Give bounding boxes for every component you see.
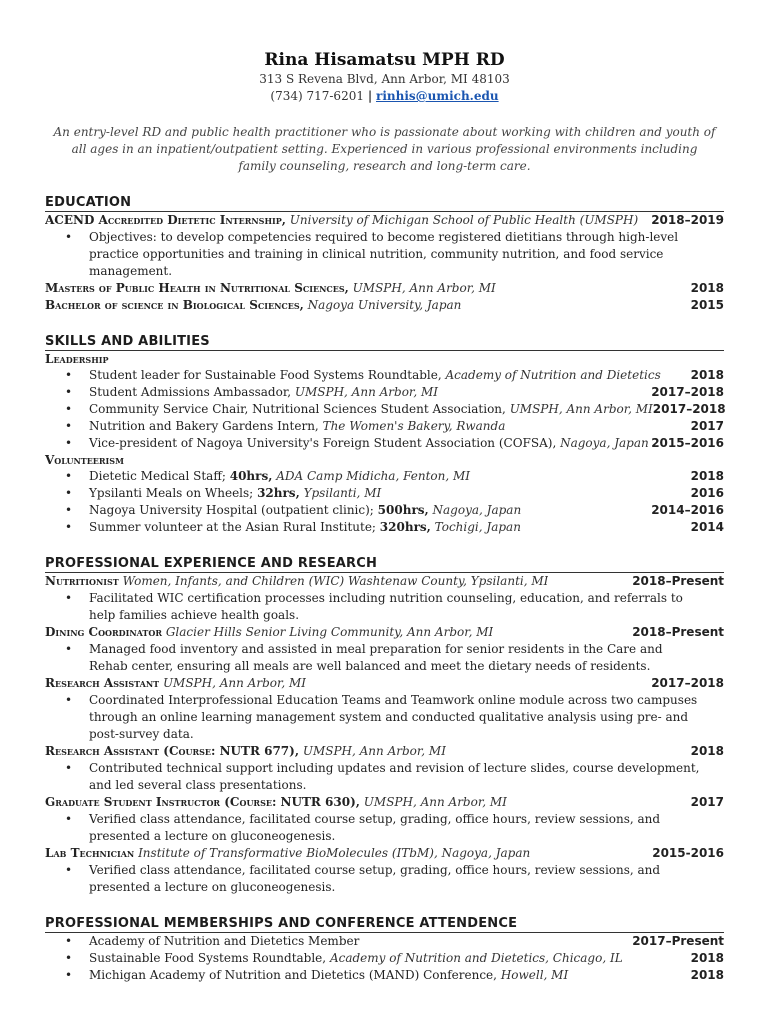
item-years: 2014 xyxy=(690,520,724,534)
item-hours: 500hrs, xyxy=(377,503,429,517)
entry-role: Research Assistant (Course: NUTR 677), xyxy=(45,744,300,758)
contact-line xyxy=(45,88,724,105)
item-text: Student leader for Sustainable Food Systems Roundtable, xyxy=(89,368,442,382)
item-years: 2018 xyxy=(690,951,724,965)
item-text: Academy of Nutrition and Dietetics Member xyxy=(89,934,360,948)
experience-entry xyxy=(45,794,724,811)
entry-org: UMSPH, Ann Arbor, MI xyxy=(302,744,446,758)
entry-org: University of Michigan School of Public Health (UMSPH) xyxy=(289,213,639,227)
list-item xyxy=(45,384,724,401)
item-org: UMSPH, Ann Arbor, MI xyxy=(509,402,653,416)
entry-years: 2015 xyxy=(690,298,724,312)
entry-years: 2015-2016 xyxy=(652,846,724,860)
item-org: The Women's Bakery, Rwanda xyxy=(322,419,506,433)
mailing-address: 313 S Revena Blvd, Ann Arbor, MI 48103 xyxy=(259,72,510,86)
experience-bullets xyxy=(45,692,724,743)
education-entry xyxy=(45,280,724,297)
entry-role: Masters of Public Health in Nutritional Sciences, xyxy=(45,281,349,295)
volunteer-list xyxy=(45,468,724,536)
skills-section xyxy=(45,334,724,536)
entry-org: UMSPH, Ann Arbor, MI xyxy=(363,795,507,809)
list-item xyxy=(45,401,724,418)
entry-years: 2017 xyxy=(690,795,724,809)
item-org: ADA Camp Midicha, Fenton, MI xyxy=(276,469,471,483)
entry-role: ACEND Accredited Dietetic Internship, xyxy=(45,213,286,227)
education-section xyxy=(45,195,724,314)
leadership-subheading: Leadership xyxy=(45,352,109,366)
list-item xyxy=(45,950,724,967)
entry-org: Institute of Transformative BioMolecules (ITbM), Nagoya, Japan xyxy=(138,846,531,860)
entry-years: 2018–Present xyxy=(632,574,724,588)
experience-bullets xyxy=(45,811,724,845)
item-org: Nagoya, Japan xyxy=(560,436,649,450)
item-text: Dietetic Medical Staff; xyxy=(89,469,226,483)
entry-years: 2018–2019 xyxy=(651,213,724,227)
volunteerism-subheading: Volunteerism xyxy=(45,453,124,467)
entry-org: UMSPH, Ann Arbor, MI xyxy=(352,281,496,295)
item-years: 2015–2016 xyxy=(651,436,724,450)
list-item xyxy=(45,967,724,984)
list-item xyxy=(45,418,724,435)
item-years: 2017–Present xyxy=(632,934,724,948)
memberships-section xyxy=(45,916,724,984)
item-years: 2018 xyxy=(690,368,724,382)
email-link[interactable]: rinhis@umich.edu xyxy=(376,89,499,103)
list-item xyxy=(45,367,724,384)
experience-entry xyxy=(45,624,724,641)
experience-entry xyxy=(45,675,724,692)
entry-years: 2017–2018 xyxy=(651,676,724,690)
entry-role: Nutritionist xyxy=(45,574,119,588)
item-text: Michigan Academy of Nutrition and Dietetics (MAND) Conference, xyxy=(89,968,497,982)
entry-role: Graduate Student Instructor (Course: NUTR 630), xyxy=(45,795,360,809)
list-item xyxy=(45,435,724,452)
item-hours: 320hrs, xyxy=(379,520,431,534)
list-item: • Objectives: to develop competencies required to become registered dietitians through high-level practice opportunities and training in clinical nutrition, community nutrition, and food service management. xyxy=(45,229,724,280)
item-text: Nagoya University Hospital (outpatient clinic); xyxy=(89,503,374,517)
item-text: Student Admissions Ambassador, xyxy=(89,385,292,399)
item-text: Community Service Chair, Nutritional Sciences Student Association, xyxy=(89,402,506,416)
item-org: UMSPH, Ann Arbor, MI xyxy=(294,385,438,399)
item-text: Summer volunteer at the Asian Rural Institute; xyxy=(89,520,376,534)
experience-section xyxy=(45,556,724,896)
experience-entry xyxy=(45,845,724,862)
item-text: Nutrition and Bakery Gardens Intern, xyxy=(89,419,319,433)
entry-org: Glacier Hills Senior Living Community, Ann Arbor, MI xyxy=(165,625,494,639)
item-years: 2017–2018 xyxy=(651,385,724,399)
experience-entry xyxy=(45,743,724,760)
item-years: 2018 xyxy=(690,469,724,483)
experience-bullets xyxy=(45,862,724,896)
item-text: Ypsilanti Meals on Wheels; xyxy=(89,486,254,500)
phone-number: (734) 717-6201 xyxy=(270,89,364,103)
list-item xyxy=(45,468,724,485)
item-hours: 32hrs, xyxy=(257,486,300,500)
experience-bullets xyxy=(45,590,724,624)
list-item xyxy=(45,502,724,519)
item-years: 2014–2016 xyxy=(651,503,724,517)
memberships-heading: PROFESSIONAL MEMBERSHIPS AND CONFERENCE ATTENDENCE xyxy=(45,916,724,933)
skills-heading: SKILLS AND ABILITIES xyxy=(45,334,724,351)
item-org: Ypsilanti, MI xyxy=(303,486,382,500)
memberships-list xyxy=(45,933,724,984)
resume-header xyxy=(45,49,724,105)
item-years: 2018 xyxy=(690,968,724,982)
entry-org: Nagoya University, Japan xyxy=(307,298,462,312)
list-item: • Facilitated WIC certification processes including nutrition counseling, education, and referrals to help families achieve health goals. xyxy=(45,590,724,624)
experience-bullets xyxy=(45,641,724,675)
candidate-name: Rina Hisamatsu MPH RD xyxy=(264,50,505,70)
item-years: 2016 xyxy=(690,486,724,500)
entry-years: 2018–Present xyxy=(632,625,724,639)
list-item xyxy=(45,485,724,502)
list-item: • Coordinated Interprofessional Education Teams and Teamwork online module across two campuses through an online learning management system and conducted qualitative analysis using pre- and post-survey data. xyxy=(45,692,724,743)
entry-role: Bachelor of science in Biological Sciences, xyxy=(45,298,304,312)
item-text: Vice-president of Nagoya University's Foreign Student Association (COFSA), xyxy=(89,436,557,450)
entry-years: 2018 xyxy=(690,744,724,758)
item-org: Academy of Nutrition and Dietetics, Chicago, IL xyxy=(329,951,623,965)
education-heading: EDUCATION xyxy=(45,195,724,212)
experience-heading: PROFESSIONAL EXPERIENCE AND RESEARCH xyxy=(45,556,724,573)
item-org: Nagoya, Japan xyxy=(432,503,522,517)
list-item: • Verified class attendance, facilitated course setup, grading, office hours, review sessions, and presented a lecture on gluconeogenesis. xyxy=(45,862,724,896)
item-org: Howell, MI xyxy=(500,968,569,982)
experience-entry xyxy=(45,573,724,590)
item-text: Sustainable Food Systems Roundtable, xyxy=(89,951,327,965)
entry-role: Dining Coordinator xyxy=(45,625,162,639)
professional-summary: An entry-level RD and public health practitioner who is passionate about working with children and youth of all ages in an inpatient/outpatient setting. Experienced in various professional environments including family counseling, research and long-term care. xyxy=(53,125,716,173)
experience-bullets xyxy=(45,760,724,794)
education-bullets xyxy=(45,229,724,280)
education-entry xyxy=(45,212,724,229)
entry-role: Research Assistant xyxy=(45,676,160,690)
item-years: 2017 xyxy=(690,419,724,433)
list-item: • Managed food inventory and assisted in meal preparation for senior residents in the Care and Rehab center, ensuring all meals are well balanced and meet the dietary needs of residents. xyxy=(45,641,724,675)
item-years: 2017–2018 xyxy=(652,402,726,416)
list-item: • Verified class attendance, facilitated course setup, grading, office hours, review sessions, and presented a lecture on gluconeogenesis. xyxy=(45,811,724,845)
leadership-list xyxy=(45,367,724,452)
entry-org: Women, Infants, and Children (WIC) Washtenaw County, Ypsilanti, MI xyxy=(122,574,549,588)
list-item xyxy=(45,933,724,950)
contact-separator: | xyxy=(367,89,373,103)
list-item: • Contributed technical support including updates and revision of lecture slides, course development, and led several class presentations. xyxy=(45,760,724,794)
item-org: Tochigi, Japan xyxy=(434,520,521,534)
education-entry xyxy=(45,297,724,314)
item-hours: 40hrs, xyxy=(229,469,273,483)
entry-role: Lab Technician xyxy=(45,846,135,860)
list-item xyxy=(45,519,724,536)
entry-years: 2018 xyxy=(690,281,724,295)
item-org: Academy of Nutrition and Dietetics xyxy=(445,368,661,382)
entry-org: UMSPH, Ann Arbor, MI xyxy=(162,676,307,690)
